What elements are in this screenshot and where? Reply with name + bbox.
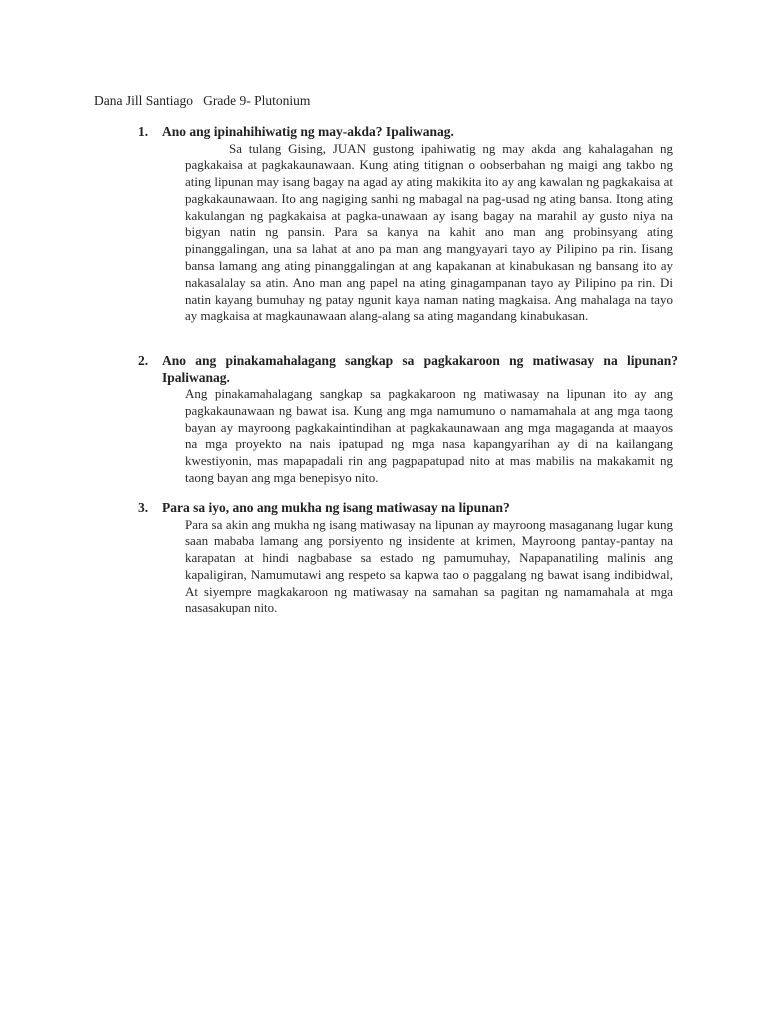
student-name: Dana Jill Santiago <box>94 93 193 108</box>
question-3 <box>138 500 678 617</box>
question-1-answer-block <box>185 141 673 326</box>
question-1-heading <box>138 124 678 141</box>
question-1-answer: Sa tulang Gising, JUAN gustong ipahiwatig ng may akda ang kahalagahan ng pagkakaisa at pagkakaunawaan. Kung ating titignan o oobserbahan ng maigi ang takbo ng ating lipunan may isang bagay na agad ay ating makikita ito ay ang kawalan ng pagkakaisa at pagkakaunawaan. Ito ang nagiging sanhi ng mabagal na pag-usad ng ating bansa. Itong ating kakulangan ng pagkakaisa at pagka-unawaan ay isang bagay na marahil ay gusto niya na bigyan natin ng pansin. Para sa kanya na kahit ano man ang probinsyang ating pinanggalingan, una sa lahat at ano pa man ang mangyayari tayo ay Pilipino pa rin. Iisang bansa lamang ang ating pinanggalingan at ang kapakanan at kinabukasan ng bansang ito ay nakasalalay sa atin. Ano man ang papel na ating ginagampanan tayo ay Pilipino pa rin. Di natin kayang bumuhay ng patay ngunit kaya naman nating magkaisa. Ang mahalaga na tayo ay magkaisa at magkaunawaan alang-alang sa ating magandang kinabukasan. <box>185 140 673 324</box>
question-2-answer: Ang pinakamahalagang sangkap sa pagkakaroon ng matiwasay na lipunan ito ay ang pagkakaunawaan ng bawat isa. Kung ang mga namumuno o namamahala at ang mga taong bayan ay mayroong pagkakaintindihan at pagkakaunawaan ang mga magaganda at maayos na mga proyekto na nais ipatupad ng mga nasa kapangyarihan ay di na kailangang kwestiyonin, mas mapapadali rin ang pagpapatupad nito at mas mabilis na makakamit ng taong bayan ang mga benepisyo nito. <box>185 386 673 485</box>
question-3-number: 3. <box>138 500 149 515</box>
question-3-answer: Para sa akin ang mukha ng isang matiwasay na lipunan ay mayroong masaganang lugar kung saan mababa lamang ang porsiyento ng insidente at krimen, Mayroong pantay-pantay na karapatan at hindi nagbabase sa estado ng pamumuhay, Napapanatiling malinis ang kapaligiran, Namumutawi ang respeto sa kapwa tao o paggalang ng bawat isang indibidwal, At siyempre magkakaroon ng matiwasay na samahan sa pagitan ng namamahala at mga nasasakupan nito. <box>185 516 673 616</box>
question-1-number: 1. <box>138 124 149 139</box>
student-header <box>94 92 310 110</box>
question-2 <box>138 353 678 487</box>
student-grade: Grade 9- Plutonium <box>203 93 311 108</box>
question-1-title: Ano ang ipinahihiwatig ng may-akda? Ipaliwanag. <box>162 124 454 139</box>
question-2-number: 2. <box>138 353 149 368</box>
question-3-heading <box>138 500 678 517</box>
question-3-title: Para sa iyo, ano ang mukha ng isang matiwasay na lipunan? <box>162 500 510 515</box>
question-2-heading <box>138 353 678 386</box>
question-2-title: Ano ang pinakamahalagang sangkap sa pagkakaroon ng matiwasay na lipunan? Ipaliwanag. <box>162 353 678 385</box>
question-1 <box>138 124 678 325</box>
